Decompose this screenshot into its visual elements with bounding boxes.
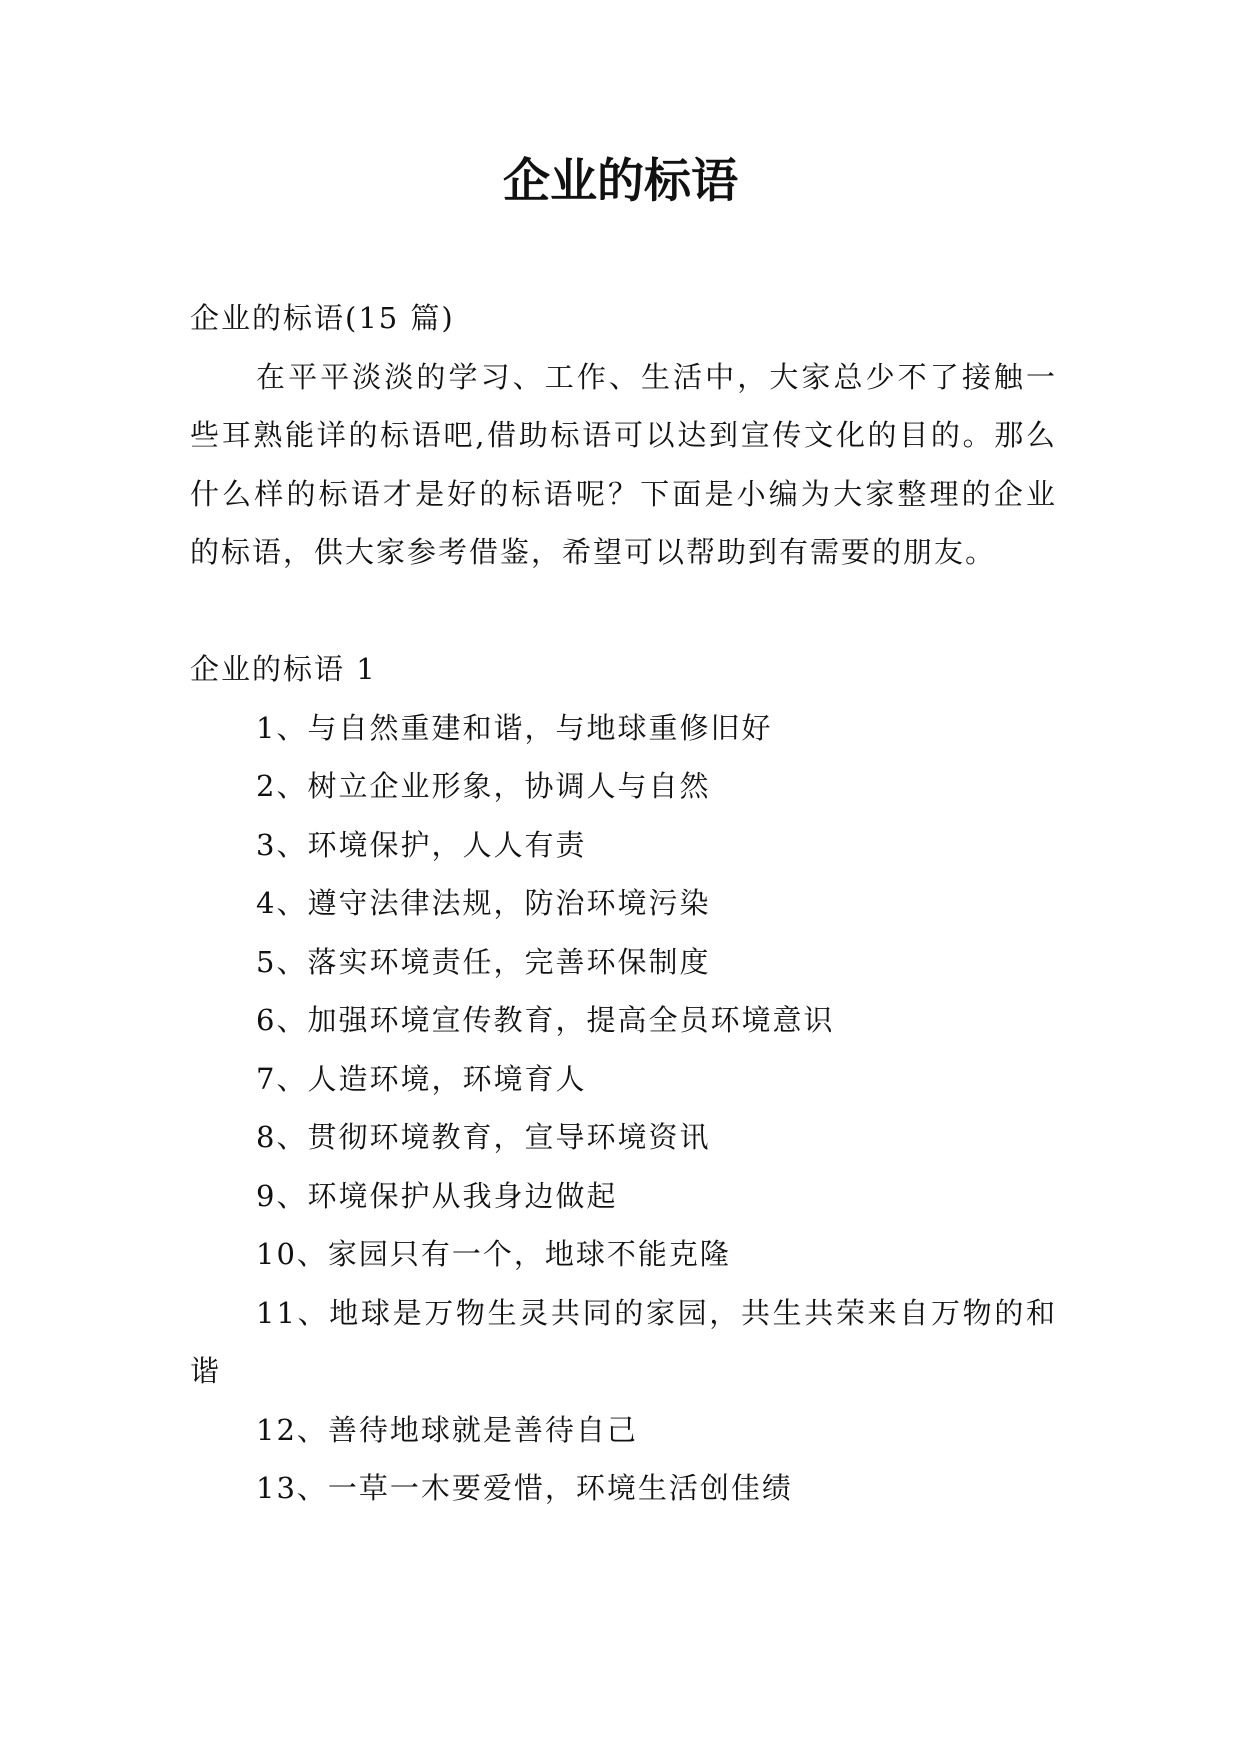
subtitle-line: 企业的标语(15 篇)	[190, 301, 455, 335]
list-item: 4、遵守法律法规，防治环境污染	[256, 886, 711, 920]
list-item: 10、家园只有一个，地球不能克隆	[256, 1237, 731, 1271]
section-heading: 企业的标语 1	[190, 652, 377, 686]
document-title: 企业的标语	[503, 154, 738, 209]
list-item: 11、地球是万物生灵共同的家园，共生共荣来自万物的和谐	[190, 1295, 1057, 1388]
list-item: 1、与自然重建和谐，与地球重修旧好	[256, 710, 773, 745]
list-item: 3、环境保护，人人有责	[256, 827, 587, 862]
document-body	[190, 289, 1057, 1518]
list-item: 9、环境保护从我身边做起	[256, 1178, 618, 1213]
list-item: 12、善待地球就是善待自己	[256, 1412, 638, 1447]
list-item: 7、人造环境，环境育人	[256, 1061, 587, 1096]
list-item: 13、一草一木要爱惜，环境生活创佳绩	[256, 1471, 793, 1505]
blank-line	[190, 582, 1057, 641]
list-item: 8、贯彻环境教育，宣导环境资讯	[256, 1120, 711, 1154]
list-item: 6、加强环境宣传教育，提高全员环境意识	[256, 1003, 835, 1037]
intro-paragraph: 在平平淡淡的学习、工作、生活中，大家总少不了接触一些耳熟能详的标语吧,借助标语可以达到宣传文化的目的。那么什么样的标语才是好的标语呢？下面是小编为大家整理的企业的标语，供大家参考借鉴，希望可以帮助到有需要的朋友。	[190, 359, 1057, 569]
list-item: 5、落实环境责任，完善环保制度	[256, 944, 711, 979]
list-item: 2、树立企业形象，协调人与自然	[256, 769, 711, 803]
